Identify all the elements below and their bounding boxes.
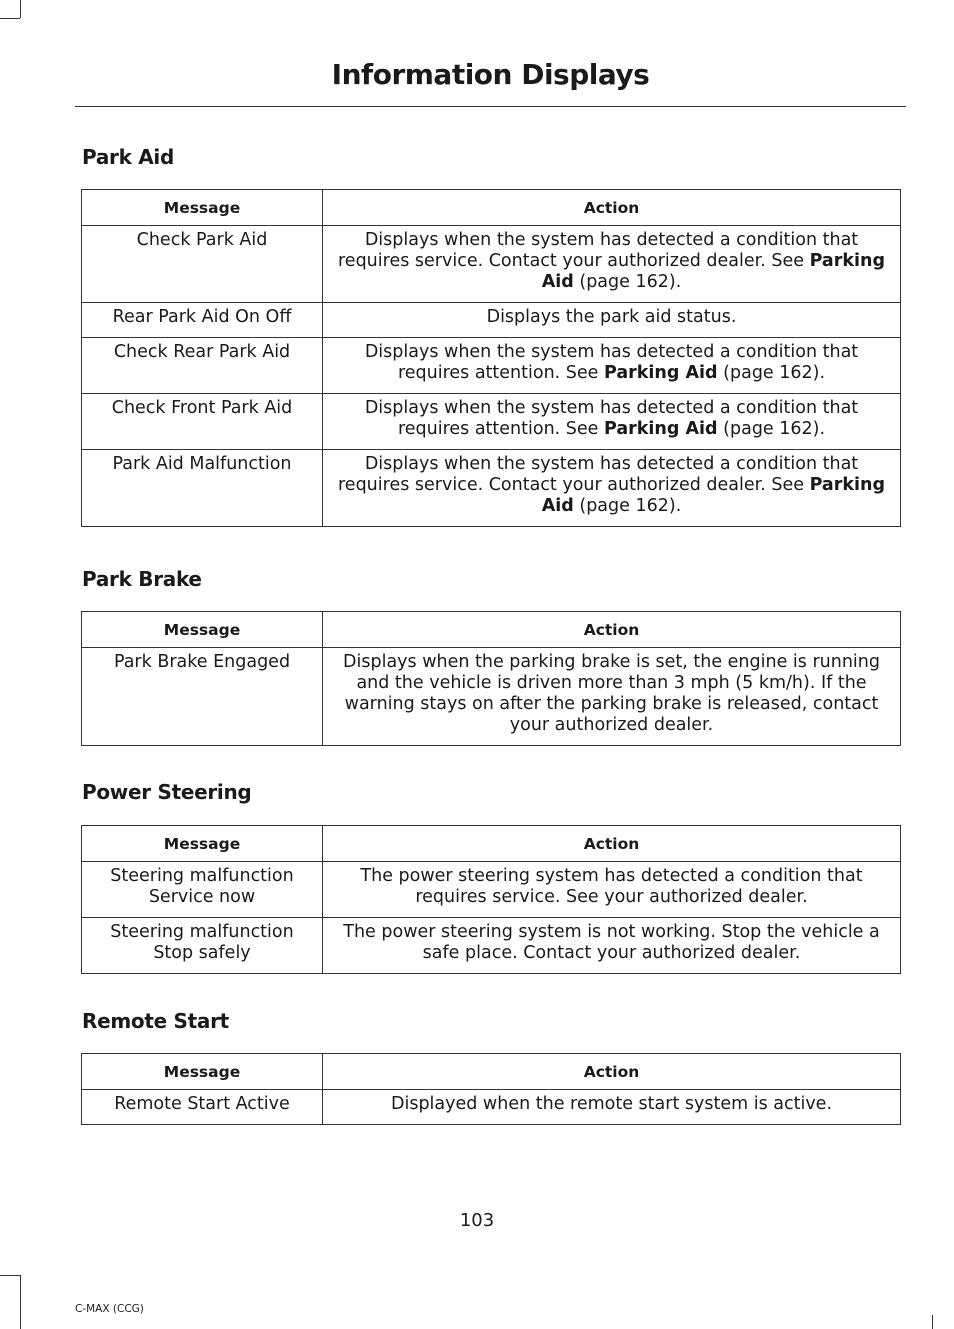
table-row — [82, 862, 901, 918]
section-heading-remote-start: Remote Start — [82, 1009, 229, 1033]
action-cell — [323, 226, 901, 303]
page-reference: (page 162). — [573, 496, 682, 516]
cross-reference-link[interactable]: Parking Aid — [541, 475, 885, 516]
action-cell — [323, 450, 901, 527]
section-heading-power-steering: Power Steering — [82, 780, 252, 804]
message-cell: Park Brake Engaged — [82, 648, 323, 746]
message-line: Service now — [148, 887, 256, 907]
column-header-message: Message — [82, 1054, 323, 1090]
table-header-row — [82, 190, 901, 226]
page-reference: (page 162). — [717, 363, 826, 383]
message-cell: Check Park Aid — [82, 226, 323, 303]
message-cell — [82, 918, 323, 974]
action-text: Displays when the system has detected a condition that requires attention. See — [364, 342, 859, 383]
message-cell: Rear Park Aid On Off — [82, 303, 323, 338]
message-cell: Check Rear Park Aid — [82, 338, 323, 394]
park-brake-table — [81, 611, 901, 746]
table-row — [82, 338, 901, 394]
column-header-action: Action — [323, 1054, 901, 1090]
title-divider — [75, 106, 906, 107]
crop-mark — [0, 18, 20, 19]
table-row — [82, 303, 901, 338]
message-line: Steering malfunction — [110, 866, 294, 886]
action-cell: Displayed when the remote start system is active. — [323, 1090, 901, 1125]
table-row — [82, 450, 901, 527]
table-row — [82, 394, 901, 450]
crop-mark — [20, 1275, 21, 1329]
section-heading-park-brake: Park Brake — [82, 567, 202, 591]
page-reference: (page 162). — [717, 419, 826, 439]
column-header-message: Message — [82, 826, 323, 862]
column-header-action: Action — [323, 190, 901, 226]
table-header-row — [82, 612, 901, 648]
footer-model-code: C-MAX (CCG) — [75, 1303, 144, 1315]
table-row — [82, 648, 901, 746]
page-number: 103 — [459, 1210, 495, 1231]
action-cell — [323, 338, 901, 394]
action-cell: The power steering system has detected a condition that requires service. See your authorized dealer. — [323, 862, 901, 918]
page-reference: (page 162). — [573, 272, 682, 292]
column-header-action: Action — [323, 612, 901, 648]
message-line: Steering malfunction — [110, 922, 294, 942]
section-heading-park-aid: Park Aid — [82, 145, 174, 169]
action-cell: The power steering system is not working. Stop the vehicle a safe place. Contact your authorized dealer. — [323, 918, 901, 974]
crop-mark — [0, 1275, 20, 1276]
message-line: Stop safely — [153, 943, 251, 963]
message-cell — [82, 862, 323, 918]
action-text: Displays when the system has detected a condition that requires service. Contact your authorized dealer. See — [338, 454, 859, 495]
cross-reference-link[interactable]: Parking Aid — [604, 419, 718, 439]
message-cell: Remote Start Active — [82, 1090, 323, 1125]
action-cell: Displays when the parking brake is set, the engine is running and the vehicle is driven more than 3 mph (5 km/h). If the warning stays on after the parking brake is released, contact your authorized dealer. — [323, 648, 901, 746]
column-header-message: Message — [82, 612, 323, 648]
park-aid-table — [81, 189, 901, 527]
table-header-row — [82, 1054, 901, 1090]
remote-start-table — [81, 1053, 901, 1125]
table-row — [82, 226, 901, 303]
message-cell: Check Front Park Aid — [82, 394, 323, 450]
message-cell: Park Aid Malfunction — [82, 450, 323, 527]
action-cell: Displays the park aid status. — [323, 303, 901, 338]
table-row — [82, 1090, 901, 1125]
table-header-row — [82, 826, 901, 862]
page-title: Information Displays — [331, 58, 650, 91]
crop-mark — [20, 0, 21, 18]
crop-mark — [932, 1315, 933, 1329]
action-text: Displays when the system has detected a condition that requires service. Contact your authorized dealer. See — [338, 230, 859, 271]
cross-reference-link[interactable]: Parking Aid — [604, 363, 718, 383]
table-row — [82, 918, 901, 974]
action-cell — [323, 394, 901, 450]
column-header-message: Message — [82, 190, 323, 226]
column-header-action: Action — [323, 826, 901, 862]
cross-reference-link[interactable]: Parking Aid — [541, 251, 885, 292]
action-text: Displays when the system has detected a condition that requires attention. See — [364, 398, 859, 439]
power-steering-table — [81, 825, 901, 974]
